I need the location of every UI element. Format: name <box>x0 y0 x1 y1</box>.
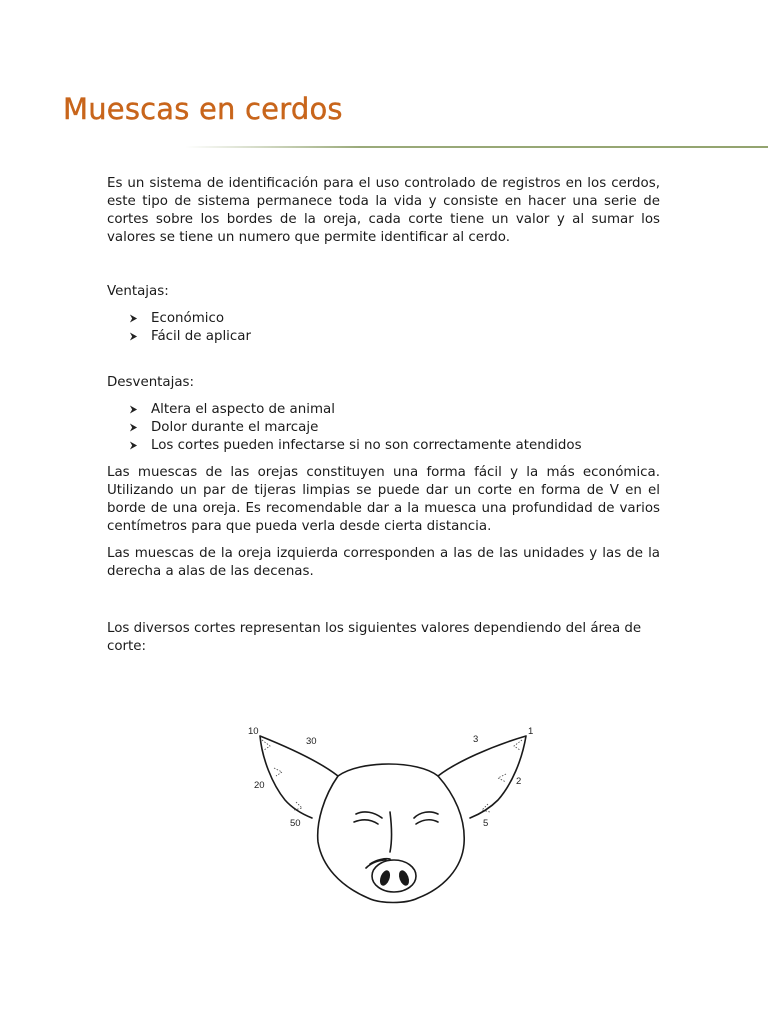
disadvantage-text: Los cortes pueden infectarse si no son correctamente atendidos <box>151 438 582 453</box>
title-divider <box>185 146 768 148</box>
disadvantages-list <box>107 401 660 455</box>
notch-marker <box>498 774 506 782</box>
left-nostril <box>378 869 392 887</box>
advantages-label: Ventajas: <box>107 284 169 299</box>
right-ear <box>438 736 526 818</box>
arrow-bullet-icon <box>129 314 138 323</box>
intro-paragraph: Es un sistema de identificación para el uso controlado de registros en los cerdos, este tipo de sistema permanece toda la vida y consiste en hacer una serie de cortes sobre los bordes de la oreja, cada corte tiene un valor y al sumar los valores se tiene un numero que permite identificar al cerdo. <box>107 176 660 245</box>
list-item <box>129 437 660 455</box>
right-nostril <box>397 869 411 887</box>
notch-marker <box>274 768 282 776</box>
arrow-bullet-icon <box>129 441 138 450</box>
page-title: Muescas en cerdos <box>63 92 343 126</box>
list-item <box>129 419 660 437</box>
snout <box>372 860 416 892</box>
value-label-20: 20 <box>254 780 265 791</box>
right-eye <box>414 812 438 818</box>
arrow-bullet-icon <box>129 423 138 432</box>
list-item <box>129 401 660 419</box>
value-label-5: 5 <box>483 818 489 829</box>
left-ear <box>260 736 338 818</box>
value-label-50: 50 <box>290 818 301 829</box>
arrow-bullet-icon <box>129 405 138 414</box>
disadvantage-text: Altera el aspecto de animal <box>151 402 335 417</box>
disadvantages-label: Desventajas: <box>107 375 195 390</box>
ear-sides-paragraph: Las muescas de la oreja izquierda corresponden a las de las unidades y las de la derecha a alas de las decenas. <box>107 546 660 579</box>
advantage-text: Fácil de aplicar <box>151 329 251 344</box>
value-label-3: 3 <box>473 734 479 745</box>
value-label-10: 10 <box>248 726 259 737</box>
value-label-30: 30 <box>306 736 317 747</box>
advantage-text: Económico <box>151 311 225 326</box>
value-label-1: 1 <box>528 726 534 737</box>
document-body <box>107 175 660 656</box>
value-label-2: 2 <box>516 776 522 787</box>
arrow-bullet-icon <box>129 332 138 341</box>
left-eye <box>356 812 382 818</box>
advantages-list <box>107 310 660 346</box>
notches-paragraph: Las muescas de las orejas constituyen una forma fácil y la más económica. Utilizando un par de tijeras limpias se puede dar un corte en forma de V en el borde de una oreja. Es recomendable dar a la muesca una profundidad de varios centímetros para que pueda verla desde cierta distancia. <box>107 465 660 534</box>
cut-values-paragraph: Los diversos cortes representan los siguientes valores dependiendo del área de corte: <box>107 621 642 654</box>
pig-ear-notch-diagram <box>240 718 540 918</box>
list-item <box>129 310 660 328</box>
list-item <box>129 328 660 346</box>
notch-marker <box>262 740 270 750</box>
notch-marker <box>514 740 522 750</box>
disadvantage-text: Dolor durante el marcaje <box>151 420 319 435</box>
